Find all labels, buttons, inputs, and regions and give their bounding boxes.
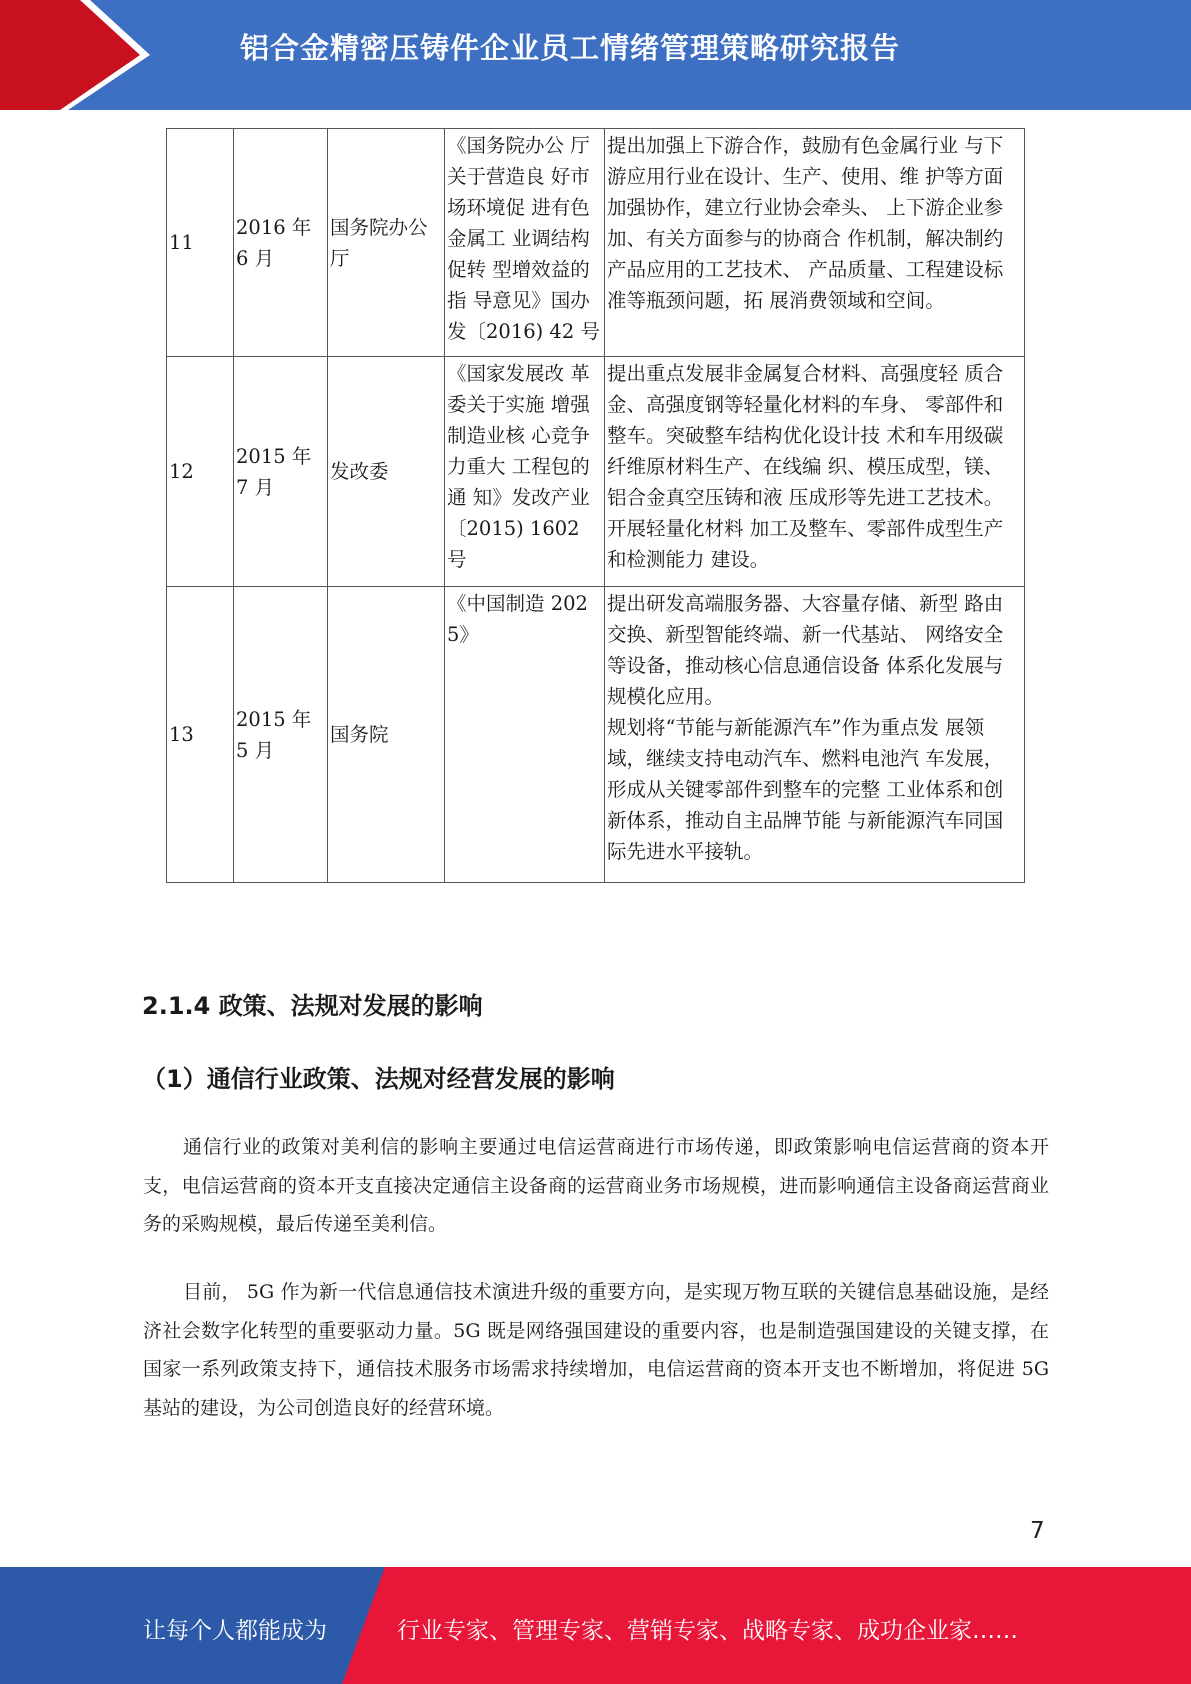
row-organization: 发改委 (328, 357, 445, 587)
row-organization: 国务院 (328, 587, 445, 883)
footer-slogan-right: 行业专家、管理专家、营销专家、战略专家、成功企业家…… (397, 1618, 1018, 1644)
row-content-text: 提出重点发展非金属复合材料、高强度轻 质合金、高强度钢等轻量化材料的车身、 零部件和整车。突破整车结构优化设计技 术和车用级碳纤维原材料生产、在线编 织、模压成型，镁、铝合金真空压铸和液 压成形等先进工艺技术。开展轻量化材料 加工及整车、零部件成型生产和检测能力 建设。 (607, 362, 1004, 571)
body-paragraph: 通信行业的政策对美利信的影响主要通过电信运营商进行市场传递，即政策影响电信运营商的资本开支，电信运营商的资本开支直接决定通信主设备商的运营商业务市场规模，进而影响通信主设备商运营商业务的采购规模，最后传递至美利信。 (143, 1136, 1049, 1235)
table-row (167, 357, 1025, 587)
row-content (605, 357, 1025, 587)
row-organization: 国务院办公厅 (328, 129, 445, 357)
report-title: 铝合金精密压铸件企业员工情绪管理策略研究报告 (240, 31, 901, 65)
row-content (605, 587, 1025, 883)
row-date: 2015 年 7 月 (234, 357, 328, 587)
row-number: 12 (167, 357, 234, 587)
footer-slogan-left: 让每个人都能成为 (143, 1618, 327, 1644)
row-date: 2015 年 5 月 (234, 587, 328, 883)
table-row (167, 129, 1025, 357)
row-document: 《国务院办公 厅关于营造良 好市场环境促 进有色金属工 业调结构促转 型增效益的指 导意见》国办发〔2016) 42 号 (445, 129, 605, 357)
page-number: 7 (1030, 1518, 1045, 1544)
row-date: 2016 年 6 月 (234, 129, 328, 357)
row-content-text: 规划将“节能与新能源汽车”作为重点发 展领域，继续支持电动汽车、燃料电池汽 车发展，形成从关键零部件到整车的完整 工业体系和创新体系，推动自主品牌节能 与新能源汽车同国际先进水平接轨。 (607, 716, 1004, 863)
policy-table (166, 128, 1025, 883)
row-document: 《国家发展改 革委关于实施 增强制造业核 心竞争力重大 工程包的通 知》发改产业〔2015) 1602 号 (445, 357, 605, 587)
row-content-text: 提出研发高端服务器、大容量存储、新型 路由交换、新型智能终端、新一代基站、 网络安全等设备，推动核心信息通信设备 体系化发展与规模化应用。 (607, 592, 1004, 708)
row-number: 11 (167, 129, 234, 357)
subsection-heading: （1）通信行业政策、法规对经营发展的影响 (142, 1065, 615, 1093)
header-banner (0, 0, 1191, 110)
row-number: 13 (167, 587, 234, 883)
section-heading: 2.1.4 政策、法规对发展的影响 (142, 992, 483, 1020)
row-document: 《中国制造 2025》 (445, 587, 605, 883)
table-row (167, 587, 1025, 883)
footer-banner (0, 1567, 1191, 1684)
row-content-text: 提出加强上下游合作，鼓励有色金属行业 与下游应用行业在设计、生产、使用、维 护等方面加强协作，建立行业协会牵头、 上下游企业参加、有关方面参与的协商合 作机制，解决制约产品应用的工艺技术、 产品质量、工程建设标准等瓶颈问题，拓 展消费领域和空间。 (607, 134, 1004, 312)
row-content (605, 129, 1025, 357)
body-paragraph: 目前， 5G 作为新一代信息通信技术演进升级的重要方向，是实现万物互联的关键信息基础设施，是经济社会数字化转型的重要驱动力量。5G 既是网络强国建设的重要内容，也是制造强国建设的关键支撑，在国家一系列政策支持下，通信技术服务市场需求持续增加，电信运营商的资本开支也不断增加，将促进 5G 基站的建设，为公司创造良好的经营环境。 (143, 1281, 1049, 1419)
